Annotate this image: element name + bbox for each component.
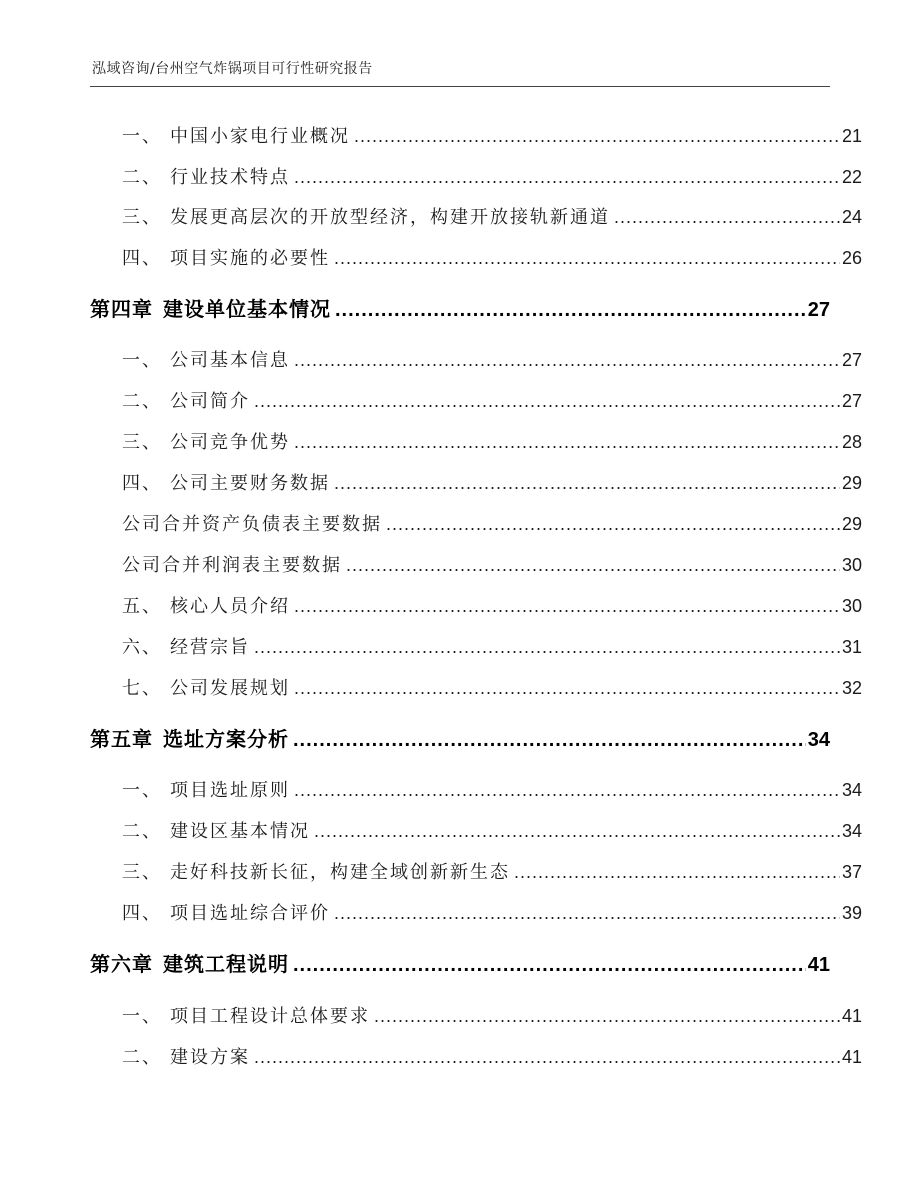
- dot-leader: [294, 592, 840, 620]
- dot-leader: [346, 551, 840, 579]
- toc-entry-page: 29: [841, 514, 862, 534]
- toc-entry-title: 项目实施的必要性: [170, 248, 330, 269]
- toc-entry[interactable]: [90, 244, 862, 272]
- toc-chapter-title: 建设单位基本情况: [163, 297, 331, 321]
- toc-entry-page: 34: [841, 780, 862, 800]
- toc-entry-number: 二、: [122, 821, 162, 842]
- toc-entry-title: 项目工程设计总体要求: [170, 1006, 370, 1027]
- toc-entry-page: 30: [841, 555, 862, 575]
- toc-entry[interactable]: [90, 776, 862, 804]
- toc-chapter-title: 建筑工程说明: [163, 952, 289, 976]
- toc-entry[interactable]: [90, 1002, 862, 1030]
- toc-entry-title: 建设方案: [170, 1047, 250, 1068]
- toc-entry[interactable]: [90, 633, 862, 661]
- dot-leader: [294, 776, 840, 804]
- toc-entry-title: 经营宗旨: [170, 637, 250, 658]
- toc-chapter-page: 27: [807, 299, 830, 321]
- running-header: 泓域咨询/台州空气炸锅项目可行性研究报告: [92, 61, 373, 77]
- toc-entry[interactable]: [90, 817, 862, 845]
- toc-entry-number: 三、: [122, 207, 162, 228]
- dot-leader: [386, 510, 840, 538]
- toc-entry-page: 31: [841, 637, 862, 657]
- toc-entry-number: 三、: [122, 862, 162, 883]
- toc-entry[interactable]: [90, 163, 862, 191]
- toc-entry-page: 28: [841, 432, 862, 452]
- toc-entry-number: 二、: [122, 167, 162, 188]
- toc-entry-title: 走好科技新长征，构建全域创新新生态: [170, 862, 510, 883]
- toc-entry-title: 公司合并利润表主要数据: [122, 555, 342, 576]
- toc-entry-title: 公司主要财务数据: [170, 473, 330, 494]
- dot-leader: [335, 296, 806, 324]
- toc-entry-page: 41: [841, 1047, 862, 1067]
- toc-entry[interactable]: [90, 346, 862, 374]
- toc-entry-title: 公司基本信息: [170, 350, 290, 371]
- toc-entry-number: 七、: [122, 678, 162, 699]
- toc-entry-page: 37: [841, 862, 862, 882]
- toc-entry-title: 发展更高层次的开放型经济，构建开放接轨新通道: [170, 207, 610, 228]
- toc-entry[interactable]: [90, 122, 862, 150]
- toc-entry[interactable]: [90, 674, 862, 702]
- toc-entry[interactable]: [90, 899, 862, 927]
- dot-leader: [294, 428, 840, 456]
- toc-entry[interactable]: [90, 510, 862, 538]
- toc-entry-title: 项目选址综合评价: [170, 903, 330, 924]
- toc-entry-title: 核心人员介绍: [170, 596, 290, 617]
- toc-entry-page: 26: [841, 248, 862, 268]
- toc-entry-page: 27: [841, 391, 862, 411]
- toc-entry[interactable]: [90, 203, 862, 231]
- dot-leader: [294, 163, 840, 191]
- toc-chapter-number: 第六章: [90, 952, 153, 976]
- header-rule: [90, 86, 830, 87]
- dot-leader: [514, 858, 840, 886]
- toc-entry-title: 行业技术特点: [170, 167, 290, 188]
- toc-chapter-page: 34: [807, 729, 830, 751]
- toc-entry-number: 一、: [122, 1006, 162, 1027]
- toc-entry-number: 一、: [122, 350, 162, 371]
- toc-chapter[interactable]: [90, 295, 830, 323]
- toc-entry-page: 21: [841, 126, 862, 146]
- toc-entry-title: 项目选址原则: [170, 780, 290, 801]
- toc-entry-number: 一、: [122, 126, 162, 147]
- toc-entry-number: 一、: [122, 780, 162, 801]
- dot-leader: [254, 633, 840, 661]
- toc-chapter[interactable]: [90, 725, 830, 753]
- toc-entry-number: 四、: [122, 248, 162, 269]
- dot-leader: [314, 817, 840, 845]
- toc-entry-page: 29: [841, 473, 862, 493]
- toc-entry-number: 四、: [122, 903, 162, 924]
- toc-entry-number: 三、: [122, 432, 162, 453]
- toc-entry-title: 公司发展规划: [170, 678, 290, 699]
- toc-chapter-number: 第五章: [90, 727, 153, 751]
- toc-entry-page: 34: [841, 821, 862, 841]
- dot-leader: [294, 674, 840, 702]
- toc-entry-number: 四、: [122, 473, 162, 494]
- toc-entry[interactable]: [90, 1043, 862, 1071]
- toc-entry-title: 公司合并资产负债表主要数据: [122, 514, 382, 535]
- toc-entry-title: 中国小家电行业概况: [170, 126, 350, 147]
- toc-entry-page: 32: [841, 678, 862, 698]
- toc-entry[interactable]: [90, 469, 862, 497]
- toc-chapter-page: 41: [807, 954, 830, 976]
- toc-entry-page: 39: [841, 903, 862, 923]
- dot-leader: [374, 1002, 840, 1030]
- toc-entry-title: 公司简介: [170, 391, 250, 412]
- toc-entry[interactable]: [90, 858, 862, 886]
- toc-entry[interactable]: [90, 428, 862, 456]
- toc-entry-page: 22: [841, 167, 862, 187]
- toc-entry[interactable]: [90, 387, 862, 415]
- dot-leader: [334, 469, 840, 497]
- dot-leader: [293, 726, 806, 754]
- toc-entry-number: 六、: [122, 637, 162, 658]
- dot-leader: [293, 951, 806, 979]
- toc-chapter-title: 选址方案分析: [163, 727, 289, 751]
- dot-leader: [254, 387, 840, 415]
- toc-entry-title: 公司竞争优势: [170, 432, 290, 453]
- dot-leader: [254, 1043, 840, 1071]
- dot-leader: [334, 899, 840, 927]
- toc-entry-number: 二、: [122, 391, 162, 412]
- toc-entry[interactable]: [90, 592, 862, 620]
- toc-entry-page: 27: [841, 350, 862, 370]
- dot-leader: [294, 346, 840, 374]
- dot-leader: [334, 244, 840, 272]
- toc-entry-page: 24: [841, 207, 862, 227]
- toc-entry-title: 建设区基本情况: [170, 821, 310, 842]
- toc-entry-page: 41: [841, 1006, 862, 1026]
- toc-entry-number: 二、: [122, 1047, 162, 1068]
- toc-entry[interactable]: [90, 551, 862, 579]
- toc-entry-page: 30: [841, 596, 862, 616]
- toc-chapter-number: 第四章: [90, 297, 153, 321]
- dot-leader: [354, 122, 840, 150]
- toc-chapter[interactable]: [90, 950, 830, 978]
- dot-leader: [614, 203, 840, 231]
- toc-entry-number: 五、: [122, 596, 162, 617]
